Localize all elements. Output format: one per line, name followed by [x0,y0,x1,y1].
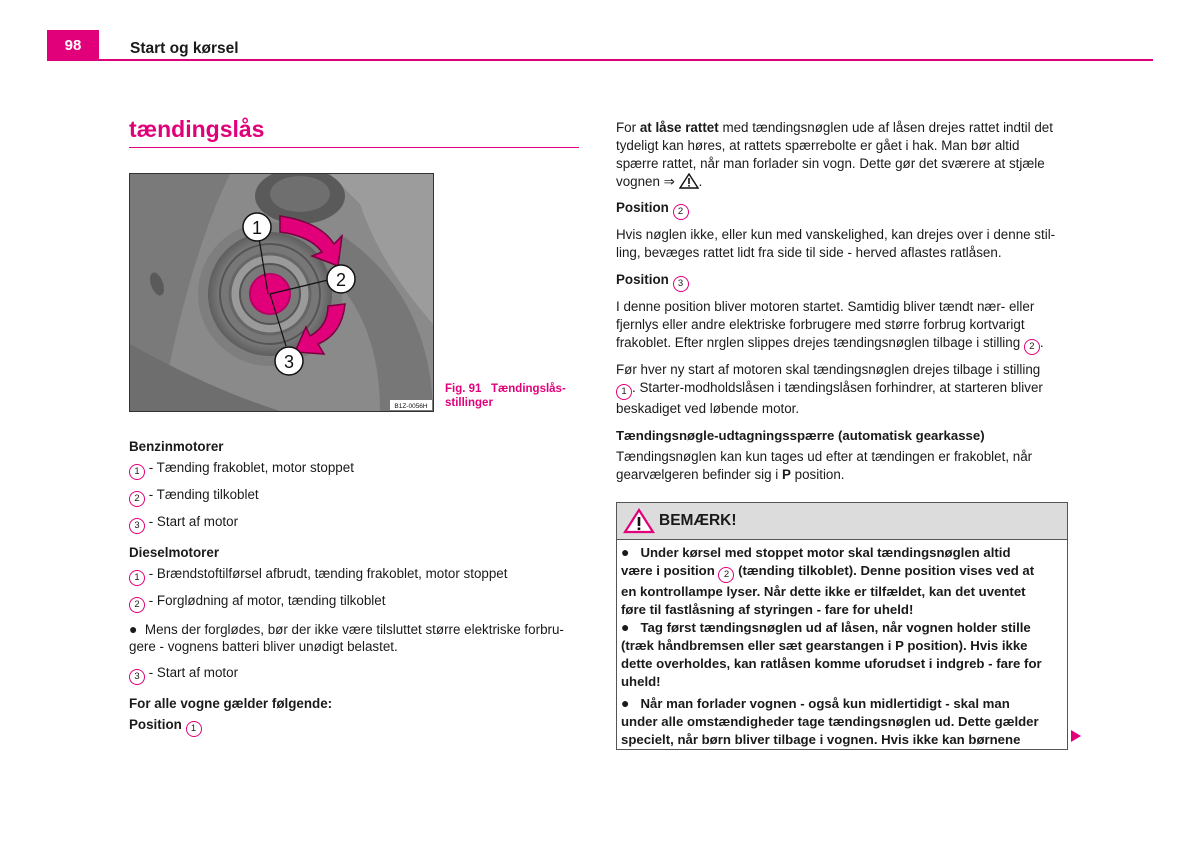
bullet-icon: ● [621,619,630,635]
list-item-text: - Tænding frakoblet, motor stoppet [148,460,354,475]
position-number: 2 [673,204,689,220]
text: føre til fastlåsning af styringen - fare for uheld! [621,602,914,617]
list-item [129,459,354,480]
figure-code: B1Z-0056H [394,403,428,410]
paragraph-position3: I denne position bliver motoren startet. Samtidig bliver tændt nær- eller fjernlys eller andre elektriske forbrugere med større forbrug kortvarigt frakoblet. Efter nrglen slippes drejes tændingsnøglen tilbage i stilling 2 . [616,298,1068,355]
text: Tag først tændingsnøglen ud af låsen, når vognen holder stille [640,620,1031,635]
list-item-text: - Start af motor [148,665,239,680]
position-number: 3 [673,276,689,292]
page-number: 98 [47,30,99,60]
list-item-text: - Tænding tilkoblet [148,487,259,502]
text: ling, bevæges rattet lidt fra side til side - herved aflastes ratlåsen. [616,245,1002,260]
figure-number: Fig. 91 [445,383,482,395]
text: gearvælgeren befinder sig i [616,467,782,482]
position-number: 3 [129,669,145,685]
text: en kontrollampe lyser. Når dette ikke er tilfældet, kan det uventet [621,584,1026,599]
text: Hvis nøglen ikke, eller kun med vanskelighed, kan drejes over i denne stil- [616,227,1056,242]
text: (tænding tilkoblet). Denne position vises ved at [738,563,1035,578]
text: Når man forlader vognen - også kun midlertidigt - skal man [640,696,1010,711]
header-rule [47,59,1153,61]
text: Før hver ny start af motoren skal tændingsnøglen drejes tilbage i stilling [616,362,1041,377]
text: fjernlys eller andre elektriske forbrugere med større forbrug kortvarigt [616,317,1025,332]
chapter-title: Start og kørsel [130,40,239,57]
text: beskadiget ved løbende motor. [616,401,800,416]
text: Tændingsnøglen kan kun tages ud efter at tændingen er frakoblet, når [616,449,1033,464]
position3-heading [616,271,689,292]
ignition-illustration [130,174,433,411]
continue-arrow-icon [1070,729,1082,743]
list-item-text: - Forglødning af motor, tænding tilkoblet [148,593,386,608]
position-number: 2 [129,597,145,613]
bullet-text: Mens der forglødes, bør der ikke være tilsluttet større elektriske forbru- [144,622,564,637]
text: uheld! [621,674,661,689]
paragraph-restart [616,361,1068,418]
text: specielt, når børn bliver tilbage i vognen. Hvis ikke kan børnene [621,732,1021,747]
list-item [129,486,259,507]
title-rule [129,147,579,148]
text: I denne position bliver motoren startet. Samtidig bliver tændt nær- eller [616,299,1035,314]
position-label: Position [616,272,669,287]
paragraph-position2 [616,226,1068,262]
position-number: 2 [1024,339,1040,355]
bullet-icon: ● [129,621,138,637]
warning-triangle-icon [679,173,699,189]
position-number: 3 [129,518,145,534]
text: dette overholdes, kan ratlåsen komme uforudset i indgreb - fare for [621,656,1042,671]
position-number: 2 [718,567,734,583]
figure-label-2: 2 [335,270,347,290]
warning-box [616,502,1068,750]
bullet-icon: ● [621,695,630,711]
emphasis: P [782,467,791,482]
paragraph-key-interlock [616,448,1068,484]
text: . Starter-modholdslåsen i tændingslåsen forhindrer, at starteren bliver [632,380,1043,395]
text: tydeligt kan høres, at rattets spærrebolte er gået i hak. Man bør altid [616,138,1020,153]
list-item-text: - Brændstoftilførsel afbrudt, tænding frakoblet, motor stoppet [148,566,508,581]
text: Under kørsel med stoppet motor skal tændingsnøglen altid [640,545,1011,560]
warning-bullet-3 [621,694,1061,749]
list-item [129,664,238,685]
list-item [129,592,385,613]
position-number: 2 [129,491,145,507]
position-number: 1 [616,384,632,400]
list-item [129,513,238,534]
section-title: tændingslås [129,116,265,142]
warning-bullet-1 [621,543,1061,619]
key-interlock-heading: Tændingsnøgle-udtagningsspærre (automatisk gearkasse) [616,428,985,443]
bullet-icon: ● [621,544,630,560]
paragraph-steering-lock: For at låse rattet med tændingsnøglen ude af låsen drejes rattet indtil det tydeligt kan høres, at rattets spærrebolte er gået i hak. Man bør altid spærre rattet, når man forlader sin vogn. Dette gør det sværere at stjæle vognen ⇒ . [616,119,1068,191]
figure-label-1: 1 [251,218,263,238]
position2-heading [616,199,689,220]
figure-label-3: 3 [283,352,295,372]
position-label: Position [129,717,182,732]
warning-header [617,503,1067,540]
text: position. [790,467,845,482]
ignition-figure [129,173,434,412]
text: spærre rattet, når man forlader sin vogn. Dette gør det sværere at stjæle [616,156,1045,171]
figure-caption [445,382,585,410]
position-number: 1 [129,464,145,480]
position1-heading [129,716,202,737]
benzin-heading: Benzinmotorer [129,439,224,454]
list-item-text: - Start af motor [148,514,239,529]
position-label: Position [616,200,669,215]
warning-triangle-icon [623,508,655,534]
text: med tændingsnøglen ude af låsen drejes rattet indtil det [718,120,1053,135]
diesel-bullet-cont: gere - vognens batteri bliver unødigt belastet. [129,639,398,654]
position-number: 1 [129,570,145,586]
text: For [616,120,640,135]
position-number: 1 [186,721,202,737]
list-item [129,565,507,586]
warning-bullet-2 [621,618,1061,691]
text: frakoblet. Efter nrglen slippes drejes tændingsnøglen tilbage i stilling [616,335,1021,350]
warning-title: BEMÆRK! [659,512,737,529]
diesel-heading: Dieselmotorer [129,545,220,560]
text: vognen ⇒ [616,174,675,189]
emphasis: at låse rattet [639,120,719,135]
figure-caption-text: Tændingslås-stillinger [445,383,566,409]
text: (træk håndbremsen eller sæt gearstangen i P position). Hvis ikke [621,638,1028,653]
text: være i position [621,563,715,578]
text: under alle omstændigheder tage tændingsnøglen ud. Dette gælder [621,714,1039,729]
all-cars-heading: For alle vogne gælder følgende: [129,696,333,711]
diesel-bullet [129,620,564,639]
